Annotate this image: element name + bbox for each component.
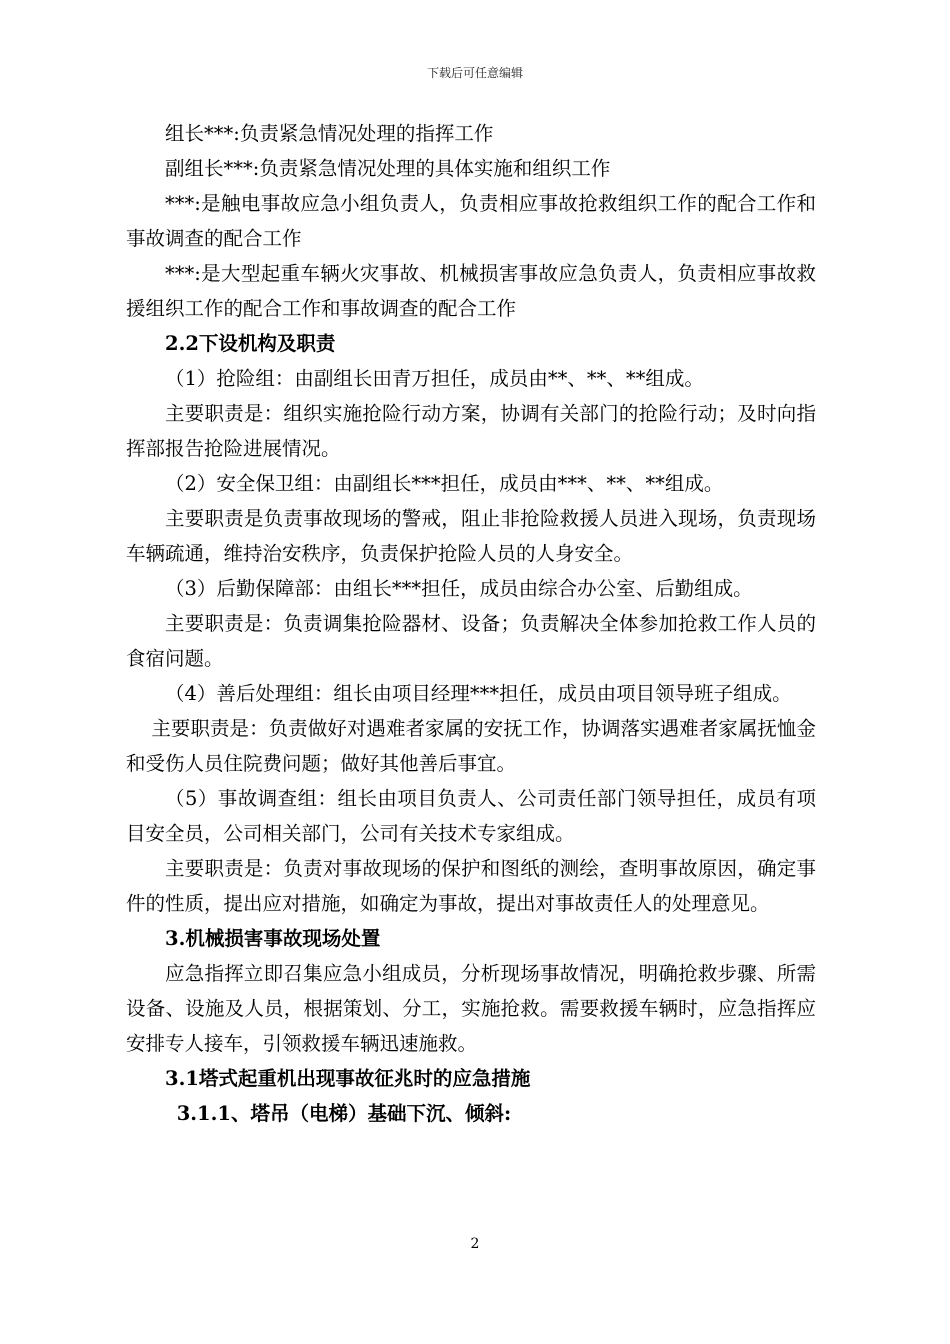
paragraph: 主要职责是负责事故现场的警戒，阻止非抢险救援人员进入现场，负责现场车辆疏通，维持治安秩序，负责保护抢险人员的人身安全。	[126, 507, 816, 565]
paragraph: 副组长***:负责紧急情况处理的具体实施和组织工作	[165, 157, 611, 180]
paragraph: 主要职责是：负责对事故现场的保护和图纸的测绘，查明事故原因，确定事件的性质，提出应对措施，如确定为事故，提出对事故责任人的处理意见。	[126, 857, 816, 915]
section-heading: 3.机械损害事故现场处置	[165, 927, 381, 950]
page-header: 下载后可任意编辑	[426, 66, 523, 80]
paragraph: ***:是触电事故应急小组负责人，负责相应事故抢救组织工作的配合工作和事故调查的配合工作	[126, 192, 816, 250]
paragraph: （1）抢险组：由副组长田青万担任，成员由**、**、**组成。	[165, 367, 704, 390]
paragraph: 主要职责是：负责做好对遇难者家属的安抚工作，协调落实遇难者家属抚恤金和受伤人员住院费问题；做好其他善后事宜。	[126, 717, 816, 775]
paragraph: 主要职责是：组织实施抢险行动方案，协调有关部门的抢险行动；及时向指挥部报告抢险进展情况。	[126, 402, 816, 460]
section-heading: 2.2下设机构及职责	[165, 332, 336, 355]
document-body	[126, 116, 816, 1131]
section-heading: 3.1塔式起重机出现事故征兆时的应急措施	[165, 1067, 531, 1090]
paragraph: ***:是大型起重车辆火灾事故、机械损害事故应急负责人，负责相应事故救援组织工作的配合工作和事故调查的配合工作	[126, 262, 816, 320]
paragraph: 组长***:负责紧急情况处理的指挥工作	[165, 122, 494, 145]
paragraph: （5）事故调查组：组长由项目负责人、公司责任部门领导担任，成员有项目安全员，公司相关部门，公司有关技术专家组成。	[126, 787, 816, 845]
page-number: 2	[470, 1236, 480, 1252]
paragraph: 主要职责是：负责调集抢险器材、设备；负责解决全体参加抢救工作人员的食宿问题。	[126, 612, 816, 670]
paragraph: （3）后勤保障部：由组长***担任，成员由综合办公室、后勤组成。	[165, 577, 753, 600]
paragraph: （4）善后处理组：组长由项目经理***担任，成员由项目领导班子组成。	[165, 682, 792, 705]
paragraph: （2）安全保卫组：由副组长***担任，成员由***、**、**组成。	[165, 472, 724, 495]
paragraph: 应急指挥立即召集应急小组成员，分析现场事故情况，明确抢救步骤、所需设备、设施及人员，根据策划、分工，实施抢救。需要救援车辆时，应急指挥应安排专人接车，引领救援车辆迅速施救。	[126, 962, 816, 1055]
subsection-heading: 3.1.1、塔吊（电梯）基础下沉、倾斜:	[176, 1102, 512, 1125]
